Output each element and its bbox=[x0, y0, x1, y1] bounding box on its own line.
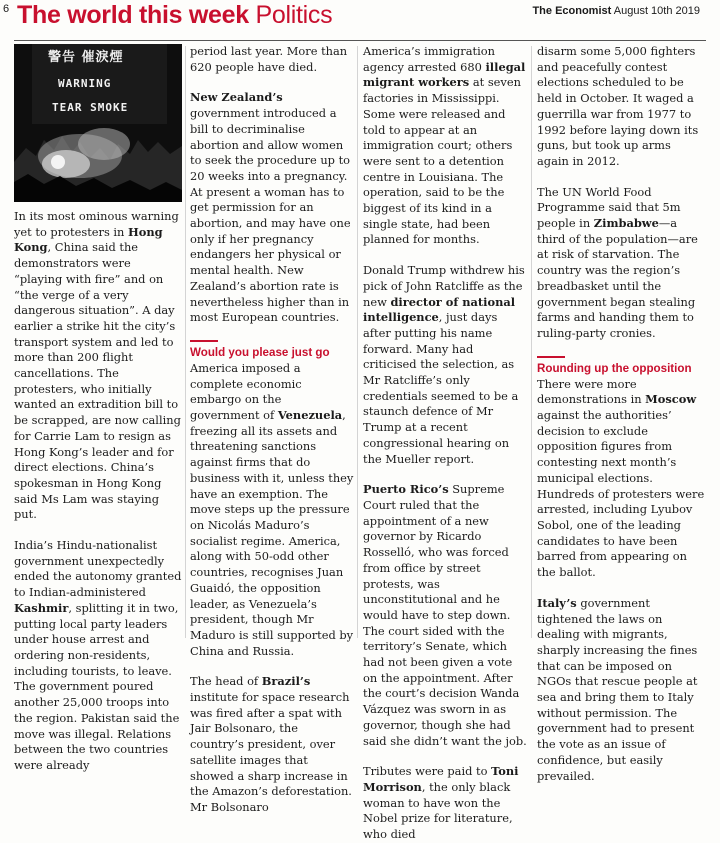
page-number: 6 bbox=[3, 3, 10, 15]
subhead-rule bbox=[537, 356, 565, 358]
text-run: The UN World Food Programme said that 5m people in bbox=[537, 184, 681, 231]
text-run: government tightened the laws on dealing with migrants, sharply increasing the fines that can be imposed on NGOs that rescue people at sea and bring them to Italy without permission. The government had to present the vote as an issue of confidence, but easily prevailed. bbox=[537, 595, 698, 783]
text-run: Supreme Court ruled that the appointment of a new governor by Ricardo Rosselló, who was forced from office by street protests, was unconstitutional and he would have to step down. The court sided with the territory’s Senate, which had not been given a vote on the appointment. After the court’s decision Wanda Vázquez was sworn in as governor, though she had said she didn’t want the job. bbox=[363, 482, 527, 748]
sign-warning-text: WARNING bbox=[58, 77, 112, 90]
keyword-puerto-rico: Puerto Rico’s bbox=[363, 482, 449, 497]
text-run: In its most ominous warning yet to protesters in bbox=[14, 209, 179, 239]
section-title-main: The world this week bbox=[17, 1, 249, 29]
protest-photo bbox=[14, 44, 182, 202]
text-run: at seven factories in Mississippi. Some were released and told to appear at an immigration court; others were sent to a detention centre in Louisiana. The operation, said to be the biggest of its kind in a single state, had been planned for months. bbox=[363, 75, 521, 247]
article-brazil bbox=[190, 674, 354, 815]
publication-name: The Economist bbox=[532, 5, 612, 17]
keyword-new-zealand: New Zealand’s bbox=[190, 90, 283, 105]
column-4 bbox=[537, 44, 705, 783]
header-rule bbox=[14, 40, 706, 41]
protest-photo-graphic bbox=[14, 44, 182, 202]
column-1 bbox=[14, 44, 182, 772]
text-run: The head of bbox=[190, 674, 262, 689]
article-hong-kong bbox=[14, 209, 182, 523]
text-run: America’s immigration agency arrested 680 bbox=[363, 44, 495, 74]
text-run: , the only black woman to have won the Nobel prize for literature, who died bbox=[363, 779, 513, 842]
text-run: , splitting it in two, putting local party leaders under house arrest and ordering non-residents, including tourists, to leave. The government poured another 25,000 troops into the region. Pakistan said the move was illegal. Relations between the two countries were already bbox=[14, 600, 180, 772]
article-venezuela bbox=[190, 361, 354, 659]
issue-date: August 10th 2019 bbox=[613, 5, 700, 17]
keyword-hong-kong: Hong Kong bbox=[14, 224, 163, 255]
article-zimbabwe bbox=[537, 185, 705, 342]
text-run: , China said the demonstrators were “playing with fire” and on “the verge of a very dangerous situation”. A day earlier a strike hit the city’s transport system and led to more than 200 flight cancellations. The protesters, who initially wanted an extradition bill to be scrapped, are now calling for Carrie Lam to resign as Hong Kong’s leader and for direct elections. China’s spokesman in Hong Kong said Ms Lam was staying put. bbox=[14, 240, 181, 522]
masthead bbox=[532, 5, 700, 17]
text-run: , just days after putting his name forward. Many had criticised the selection, as Mr Ratcliffe’s only credentials seemed to be a staunch defence of Mr Trump at a recent congressional hearing on the Mueller report. bbox=[363, 310, 519, 466]
article-toni-morrison bbox=[363, 764, 527, 843]
text-run: India’s Hindu-nationalist government unexpectedly ended the autonomy granted to Indian-administered bbox=[14, 538, 182, 600]
article-moscow bbox=[537, 377, 705, 581]
article-immigration-raid bbox=[363, 44, 527, 248]
text-run: government introduced a bill to decriminalise abortion and allow women to seek the procedure up to 20 weeks into a pregnancy. At present a woman has to get permission for an abortion, and may have one only if her pregnancy endangers her physical or mental health. New Zealand’s abortion rate is nevertheless higher than in most European countries. bbox=[190, 106, 351, 325]
article-kashmir bbox=[14, 538, 182, 774]
keyword-moscow: Moscow bbox=[645, 392, 697, 407]
subhead-rule bbox=[190, 340, 218, 342]
section-title bbox=[17, 1, 332, 30]
text-run: There were more demonstrations in bbox=[537, 376, 646, 407]
article-new-zealand bbox=[190, 90, 354, 326]
column-2 bbox=[190, 44, 354, 814]
keyword-brazil: Brazil’s bbox=[261, 674, 311, 689]
text-run: Donald Trump withdrew his pick of John Ratcliffe as the new bbox=[363, 263, 525, 309]
section-title-topic: Politics bbox=[255, 1, 333, 29]
column-3 bbox=[363, 44, 527, 842]
column-divider bbox=[357, 46, 358, 638]
text-run: —a third of the population—are at risk of starvation. The country was the region’s breadbasket until the government began stealing farms and handing them to ruling-party cronies. bbox=[537, 216, 698, 340]
sign-tear-smoke-text: TEAR SMOKE bbox=[52, 101, 129, 114]
text-run: institute for space research was fired after a spat with Jair Bolsonaro, the country’s president, over satellite images that showed a sharp increase in the Amazon’s deforestation. Mr Bolsonaro bbox=[190, 690, 352, 814]
sign-chinese-text: 警告 催淚煙 bbox=[48, 50, 124, 65]
text-run: against the authorities’ decision to exclude opposition figures from contesting next month’s municipal elections. Hundreds of protesters were arrested, including Lyubov Sobol, one of the leading candidates to have been barred from appearing on the ballot. bbox=[537, 408, 705, 580]
keyword-venezuela: Venezuela bbox=[277, 408, 343, 423]
subhead-venezuela: Would you please just go bbox=[190, 345, 330, 359]
article-intelligence-director bbox=[363, 263, 527, 467]
keyword-kashmir: Kashmir bbox=[14, 600, 69, 615]
column-divider bbox=[531, 46, 532, 638]
text-run: , freezing all its assets and threatening sanctions against firms that do business with it, unless they have an exemption. The move steps up the pressure on Nicolás Maduro’s socialist regime. America, along with 50-odd other countries, recognises Juan Guaidó, the opposition leader, as Venezuela’s president, though Mr Maduro is still supported by China and Russia. bbox=[190, 408, 354, 658]
keyword-toni-morrison: Toni Morrison bbox=[363, 764, 519, 794]
keyword-director-of-national-intelligence: director of national intelligence bbox=[363, 294, 516, 325]
keyword-italy: Italy’s bbox=[537, 595, 577, 610]
article-continuation: period last year. More than 620 people have died. bbox=[190, 44, 348, 74]
subhead-moscow: Rounding up the opposition bbox=[537, 361, 692, 375]
text-run: America imposed a complete economic embargo on the government of bbox=[190, 360, 302, 423]
article-continuation: disarm some 5,000 fighters and peacefully contest elections scheduled to be held in October. It waged a guerrilla war from 1977 to 1992 before laying down its guns, but took up arms again in 2012. bbox=[537, 44, 699, 168]
keyword-zimbabwe: Zimbabwe bbox=[593, 216, 659, 231]
keyword-illegal-migrant-workers: illegal migrant workers bbox=[363, 59, 526, 90]
article-italy bbox=[537, 596, 705, 784]
article-puerto-rico bbox=[363, 482, 527, 749]
column-divider bbox=[185, 46, 186, 638]
text-run: Tributes were paid to bbox=[363, 764, 492, 779]
